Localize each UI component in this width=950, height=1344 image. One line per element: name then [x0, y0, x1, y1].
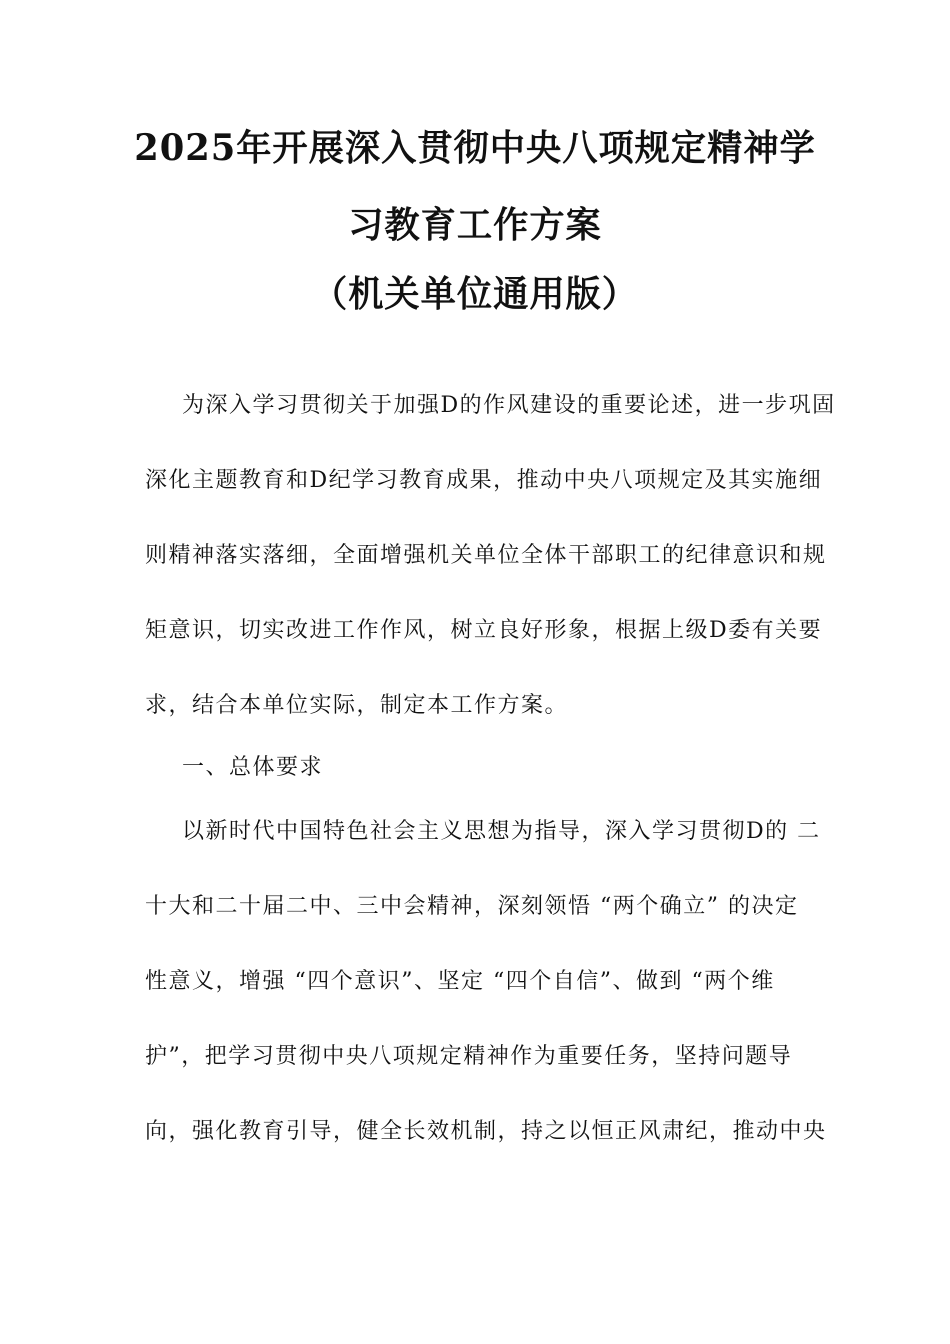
section-paragraph-line-5: 向，强化教育引导，健全长效机制，持之以恒正风肃纪，推动中央	[145, 1119, 827, 1144]
section-paragraph-line-1: 以新时代中国特色社会主义思想为指导，深入学习贯彻D的 二	[182, 819, 821, 844]
subtitle: （机关单位通用版）	[311, 273, 639, 315]
paragraph-1-line-2: 深化主题教育和D纪学习教育成果，推动中央八项规定及其实施细	[145, 468, 823, 493]
section-heading: 一、总体要求	[182, 755, 324, 780]
title-line-2: 习教育工作方案	[348, 204, 602, 246]
section-paragraph-line-3: 性意义，增强 “四个意识”、坚定 “四个自信”、做到 “两个维	[145, 969, 775, 994]
paragraph-1-line-1: 为深入学习贯彻关于加强D的作风建设的重要论述，进一步巩固	[182, 393, 836, 418]
section-paragraph-line-4: 护”，把学习贯彻中央八项规定精神作为重要任务，坚持问题导	[145, 1044, 793, 1069]
title-line-1: 2025年开展深入贯彻中央八项规定精神学	[134, 127, 816, 169]
paragraph-1-line-5: 求，结合本单位实际，制定本工作方案。	[145, 693, 569, 718]
paragraph-1-line-3: 则精神落实落细，全面增强机关单位全体干部职工的纪律意识和规	[145, 543, 827, 568]
paragraph-1-line-4: 矩意识，切实改进工作作风，树立良好形象，根据上级D委有关要	[145, 618, 823, 643]
section-paragraph-line-2: 十大和二十届二中、三中会精神，深刻领悟 “两个确立” 的决定	[145, 894, 799, 919]
